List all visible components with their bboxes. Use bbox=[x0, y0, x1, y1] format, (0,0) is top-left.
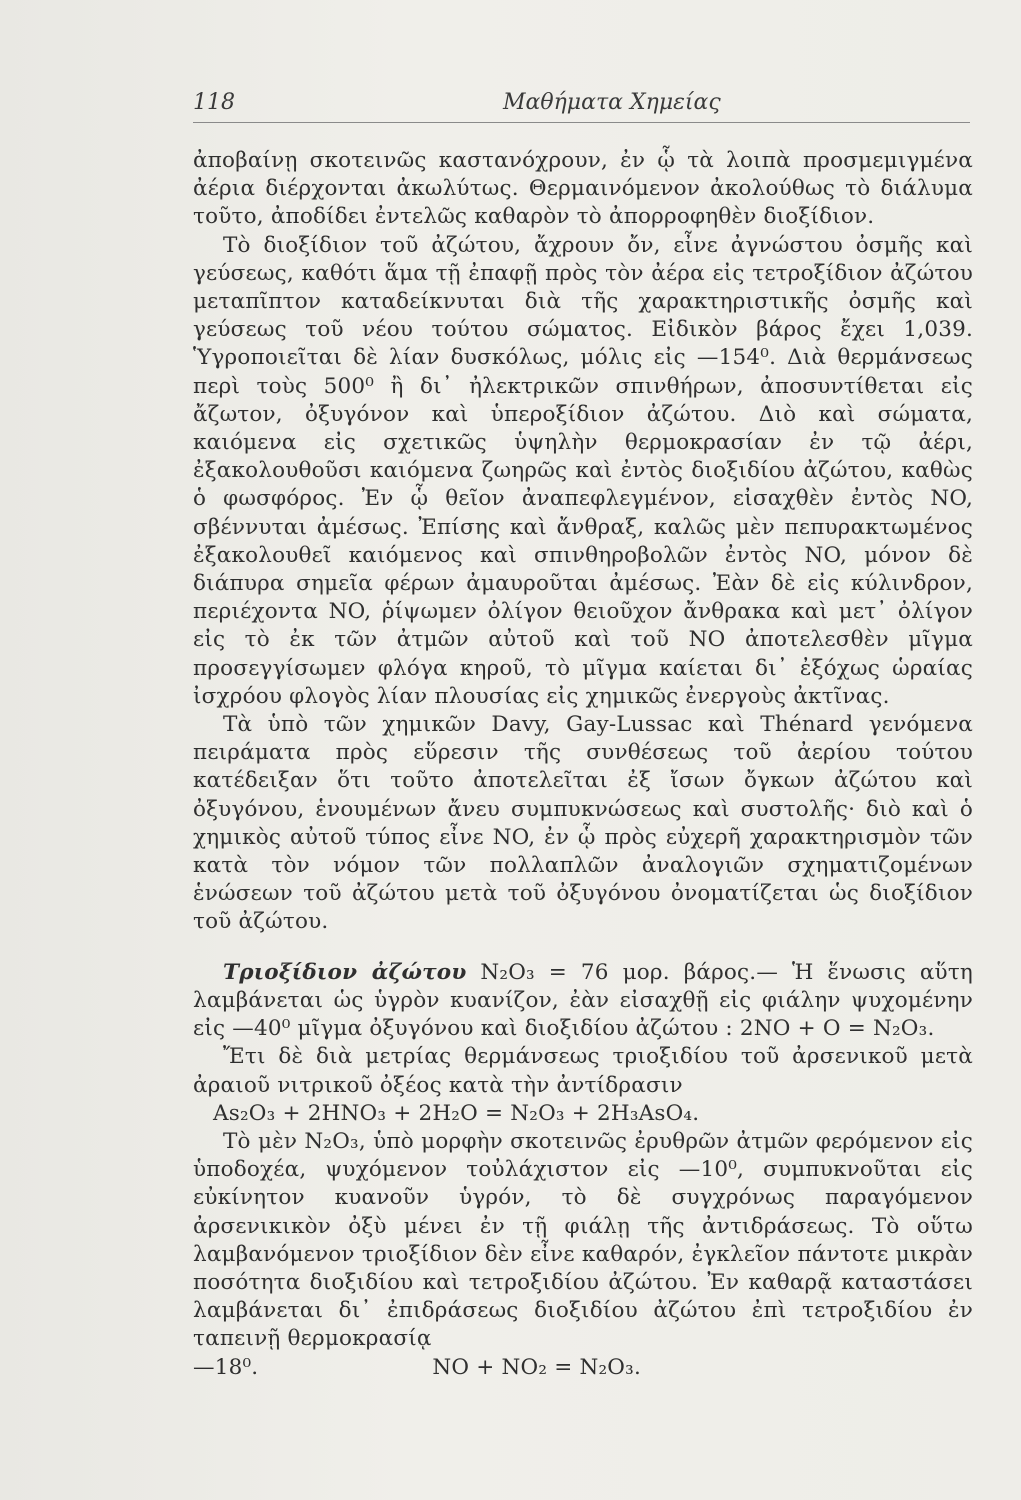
running-title: Μαθήματα Χημείας bbox=[503, 90, 721, 115]
page-header bbox=[193, 88, 970, 123]
paragraph-4 bbox=[193, 959, 973, 1044]
final-line bbox=[193, 1354, 973, 1382]
reaction-formula-2: NO + NO₂ = N₂O₃. bbox=[432, 1354, 641, 1380]
page-number: 118 bbox=[193, 90, 235, 115]
paragraph-5: Ἔτι δὲ διὰ μετρίας θερμάνσεως τριοξιδίου τοῦ ἀρσενικοῦ μετὰ ἀραιοῦ νιτρικοῦ ὀξέος κατὰ τὴν ἀντίδρασιν bbox=[193, 1044, 973, 1098]
paragraph-3: Τὰ ὑπὸ τῶν χημικῶν Davy, Gay-Lussac καὶ Thénard γενόμενα πειράματα πρὸς εὕρεσιν τῆς συνθέσεως τοῦ ἀερίου τούτου κατέδειξαν ὅτι τοῦτο ἀποτελεῖται ἐξ ἴσων ὄγκων ἀζώτου καὶ ὀξυγόνου, ἑνουμένων ἄνευ συμπυκνώσεως καὶ συστολῆς· διὸ καὶ ὁ χημικὸς αὐτοῦ τύπος εἶνε NO, ἐν ᾧ πρὸς εὐχερῆ χαρακτηρισμὸν τῶν κατὰ τὸν νόμον τῶν πολλαπλῶν ἀναλογιῶν σχηματιζομένων ἑνώσεων τοῦ ἀζώτου μετὰ τοῦ ὀξυγόνου ὀνοματίζεται ὡς διοξίδιον τοῦ ἀζώτου. bbox=[193, 712, 973, 935]
temperature: —18⁰. bbox=[193, 1354, 259, 1380]
section-heading: Τριοξίδιον ἀζώτου bbox=[223, 959, 467, 985]
paragraph-1: ἀποβαίνῃ σκοτεινῶς καστανόχρουν, ἐν ᾧ τὰ λοιπὰ προσμεμιγμένα ἀέρια διέρχονται ἀκωλύτως. Θερμαινόμενον ἀκολούθως τὸ διάλυμα τοῦτο, ἀποδίδει ἐντελῶς καθαρὸν τὸ ἀπορροφηθὲν διοξίδιον. bbox=[193, 148, 973, 230]
section-gap bbox=[193, 937, 973, 959]
body-text bbox=[193, 147, 973, 1382]
reaction-formula: As₂O₃ + 2HNO₃ + 2H₂O = N₂O₃ + 2H₃AsO₄. bbox=[213, 1100, 700, 1126]
paragraph-4-text: N₂O₃ = 76 μορ. βάρος.— Ἡ ἕνωσις αὕτη λαμβάνεται ὡς ὑγρὸν κυανίζον, ἐὰν εἰσαχθῇ εἰς φιάλην ψυχομένην εἰς —40⁰ μῖγμα ὀξυγόνου καὶ διοξιδίου ἀζώτου : 2NO + O = N₂O₃. bbox=[193, 959, 973, 1042]
paragraph-2: Τὸ διοξίδιον τοῦ ἀζώτου, ἄχρουν ὄν, εἶνε ἀγνώστου ὀσμῆς καὶ γεύσεως, καθότι ἅμα τῇ ἐπαφῇ πρὸς τὸν ἀέρα εἰς τετροξίδιον ἀζώτου μεταπῖπτον καταδείκνυται διὰ τῆς χαρακτηριστικῆς ὀσμῆς καὶ γεύσεως τοῦ νέου τούτου σώματος. Εἰδικὸν βάρος ἔχει 1,039. Ὑγροποιεῖται δὲ λίαν δυσκόλως, μόλις εἰς —154⁰. Διὰ θερμάνσεως περὶ τοὺς 500⁰ ἢ δι᾽ ἠλεκτρικῶν σπινθήρων, ἀποσυντίθεται εἰς ἄζωτον, ὀξυγόνον καὶ ὑπεροξίδιον ἀζώτου. Διὸ καὶ σώματα, καιόμενα εἰς σχετικῶς ὑψηλὴν θερμοκρασίαν ἐν τῷ ἀέρι, ἐξακολουθοῦσι καιόμενα ζωηρῶς καὶ ἐντὸς διοξιδίου ἀζώτου, καθὼς ὁ φωσφόρος. Ἐν ᾧ θεῖον ἀναπεφλεγμένον, εἰσαχθὲν ἐντὸς NO, σβέννυται ἀμέσως. Ἐπίσης καὶ ἄνθραξ, καλῶς μὲν πεπυρακτωμένος ἐξακολουθεῖ καιόμενος καὶ σπινθηροβολῶν ἐντὸς NO, μόνον δὲ διάπυρα σημεῖα φέρων ἀμαυροῦται ἀμέσως. Ἐὰν δὲ εἰς κύλινδρον, περιέχοντα NO, ῥίψωμεν ὀλίγον θειοῦχον ἄνθρακα καὶ μετ᾽ ὀλίγον εἰς τὸ ἐκ τῶν ἀτμῶν αὐτοῦ καὶ τοῦ NO ἀποτελεσθὲν μῖγμα προσεγγίσωμεν φλόγα κηροῦ, τὸ μῖγμα καίεται δι᾽ ἐξόχως ὡραίας ἰσχρόου φλογὸς λίαν πλουσίας εἰς χημικῶς ἐνεργοὺς ἀκτῖνας. bbox=[193, 232, 973, 709]
paragraph-6: Τὸ μὲν N₂O₃, ὑπὸ μορφὴν σκοτεινῶς ἐρυθρῶν ἀτμῶν φερόμενον εἰς ὑποδοχέα, ψυχόμενον τοὐλάχιστον εἰς —10⁰, συμπυκνοῦται εἰς εὐκίνητον κυανοῦν ὑγρόν, τὸ δὲ συγχρόνως παραγόμενον ἀρσενικικὸν ὀξὺ μένει ἐν τῇ φιάλῃ τῆς ἀντιδράσεως. Τὸ οὕτω λαμβανόμενον τριοξίδιον δὲν εἶνε καθαρόν, ἐγκλεῖον πάντοτε μικρὰν ποσότητα διοξιδίου καὶ τετροξιδίου ἀζώτου. Ἐν καθαρᾷ καταστάσει λαμβάνεται δι᾽ ἐπιδράσεως διοξιδίου ἀζώτου ἐπὶ τετροξιδίου ἐν ταπεινῇ θερμοκρασίᾳ bbox=[193, 1128, 973, 1352]
